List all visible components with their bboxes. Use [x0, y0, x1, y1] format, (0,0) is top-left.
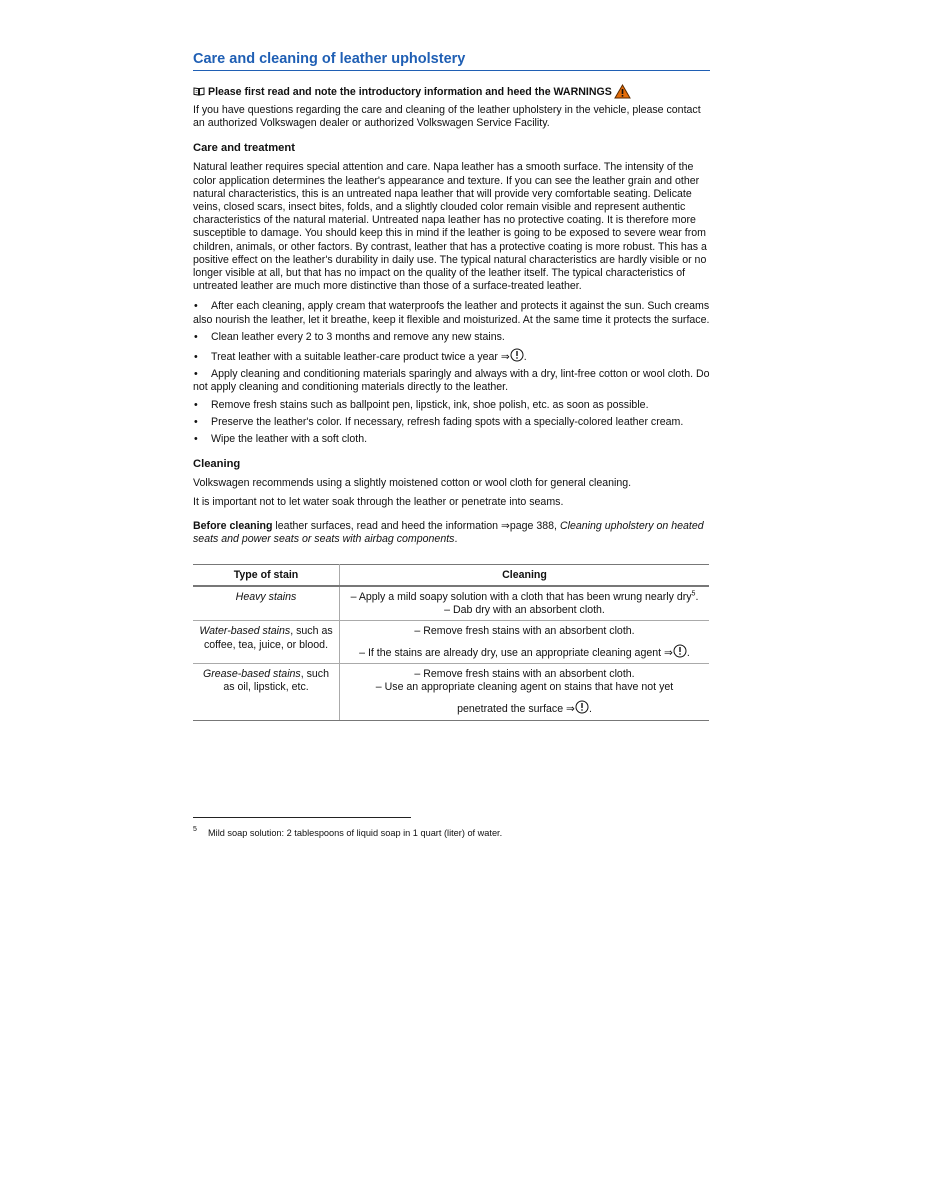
- warning-triangle-icon: [614, 84, 631, 99]
- list-item: • Remove fresh stains such as ballpoint pen, lipstick, ink, shoe polish, etc. as soon as possible.: [194, 398, 649, 411]
- caution-circle-icon[interactable]: [575, 700, 589, 714]
- stain-type-cell: Heavy stains: [193, 586, 340, 621]
- intro-notice: [193, 84, 710, 99]
- page-reference-link[interactable]: Cleaning upholstery on heated seats and power seats or seats with airbag components: [193, 519, 704, 545]
- footnote-text: Mild soap solution: 2 tablespoons of liquid soap in 1 quart (liter) of water.: [208, 828, 503, 838]
- cleaning-cell: – Remove fresh stains with an absorbent cloth. – Use an appropriate cleaning agent on stains that have not yet penetrated the surface ⇒ .: [340, 663, 710, 720]
- book-icon: [193, 87, 205, 96]
- stain-type-cell: Grease-based stains, such as oil, lipstick, etc.: [193, 663, 340, 720]
- questions-paragraph: If you have questions regarding the care and cleaning of the leather upholstery in the vehicle, please contact an authorized Volkswagen dealer or authorized Volkswagen Service Facility.: [193, 104, 701, 130]
- before-cleaning-paragraph: Before cleaning leather surfaces, read and heed the information ⇒page 388, Cleaning upholstery on heated seats and power seats or seats with airbag components.: [193, 519, 704, 545]
- footnote-reference[interactable]: 5: [691, 590, 696, 598]
- footnote-mark: 5: [193, 826, 197, 833]
- page-title: Care and cleaning of leather upholstery: [193, 50, 710, 71]
- table-header: Cleaning: [340, 565, 710, 587]
- stain-type-cell: Water-based stains, such as coffee, tea, juice, or blood.: [193, 621, 340, 663]
- intro-text: Please first read and note the introductory information and heed the WARNINGS: [208, 85, 612, 98]
- caution-circle-icon[interactable]: [673, 644, 687, 658]
- table-row: [193, 663, 709, 720]
- stain-cleaning-table: [193, 564, 709, 720]
- list-item: • Treat leather with a suitable leather-care product twice a year ⇒ .: [193, 348, 710, 364]
- care-paragraph: Natural leather requires special attention and care. Napa leather has a smooth surface. The intensity of the color application determines the leather's appearance and texture. If you can see the leather grain and other natural characteristics, this is an untreated napa leather that will provide very comfortable seating. Delicate veins, closed scars, insect bites, folds, and a slightly clouded color remain visible and represent authentic characteristics of the natural material. Untreated napa leather has no protective coating. It is therefore more susceptible to damage. You should keep this in mind if the leather is going to be exposed to severe wear from children, animals, or other factors. By contrast, leather that has a protective coating is more robust. This has a positive effect on the leather's durability in daily use. The typical natural characteristics are hardly visible or no longer visible at all, but that has no impact on the quality of the leather itself. The typical characteristics of untreated leather are much more distinctive than those of a surface-treated leather.: [193, 161, 707, 293]
- list-item: • Preserve the leather's color. If necessary, refresh fading spots with a specially-colored leather cream.: [194, 415, 684, 428]
- care-bullet-list: [193, 300, 710, 446]
- cleaning-cell: – Remove fresh stains with an absorbent cloth. – If the stains are already dry, use an appropriate cleaning agent ⇒ .: [340, 621, 710, 663]
- cleaning-heading: Cleaning: [193, 458, 241, 471]
- list-item: • Apply cleaning and conditioning materials sparingly and always with a dry, lint-free cotton or wool cloth. Do not apply cleaning and conditioning materials directly to the leather.: [193, 368, 710, 394]
- footnote: [193, 828, 502, 838]
- table-row: [193, 621, 709, 663]
- caution-circle-icon[interactable]: [510, 348, 524, 362]
- footnote-divider: [193, 817, 411, 818]
- table-header: Type of stain: [193, 565, 340, 587]
- table-row: [193, 586, 709, 621]
- cleaning-paragraph-1: Volkswagen recommends using a slightly moistened cotton or wool cloth for general cleaning.: [193, 477, 632, 490]
- list-item: • After each cleaning, apply cream that waterproofs the leather and protects it against the sun. Such creams also nourish the leather, let it breathe, keep it flexible and moisturized. At the same time it protects the surface.: [193, 300, 710, 326]
- list-item: • Clean leather every 2 to 3 months and remove any new stains.: [194, 330, 505, 343]
- care-heading: Care and treatment: [193, 142, 295, 155]
- cleaning-paragraph-2: It is important not to let water soak through the leather or penetrate into seams.: [193, 496, 564, 509]
- cleaning-cell: – Apply a mild soapy solution with a cloth that has been wrung nearly dry$^5$. – Dab dry with an absorbent cloth.: [340, 586, 710, 621]
- page-content: [193, 50, 710, 721]
- list-item: • Wipe the leather with a soft cloth.: [194, 433, 368, 446]
